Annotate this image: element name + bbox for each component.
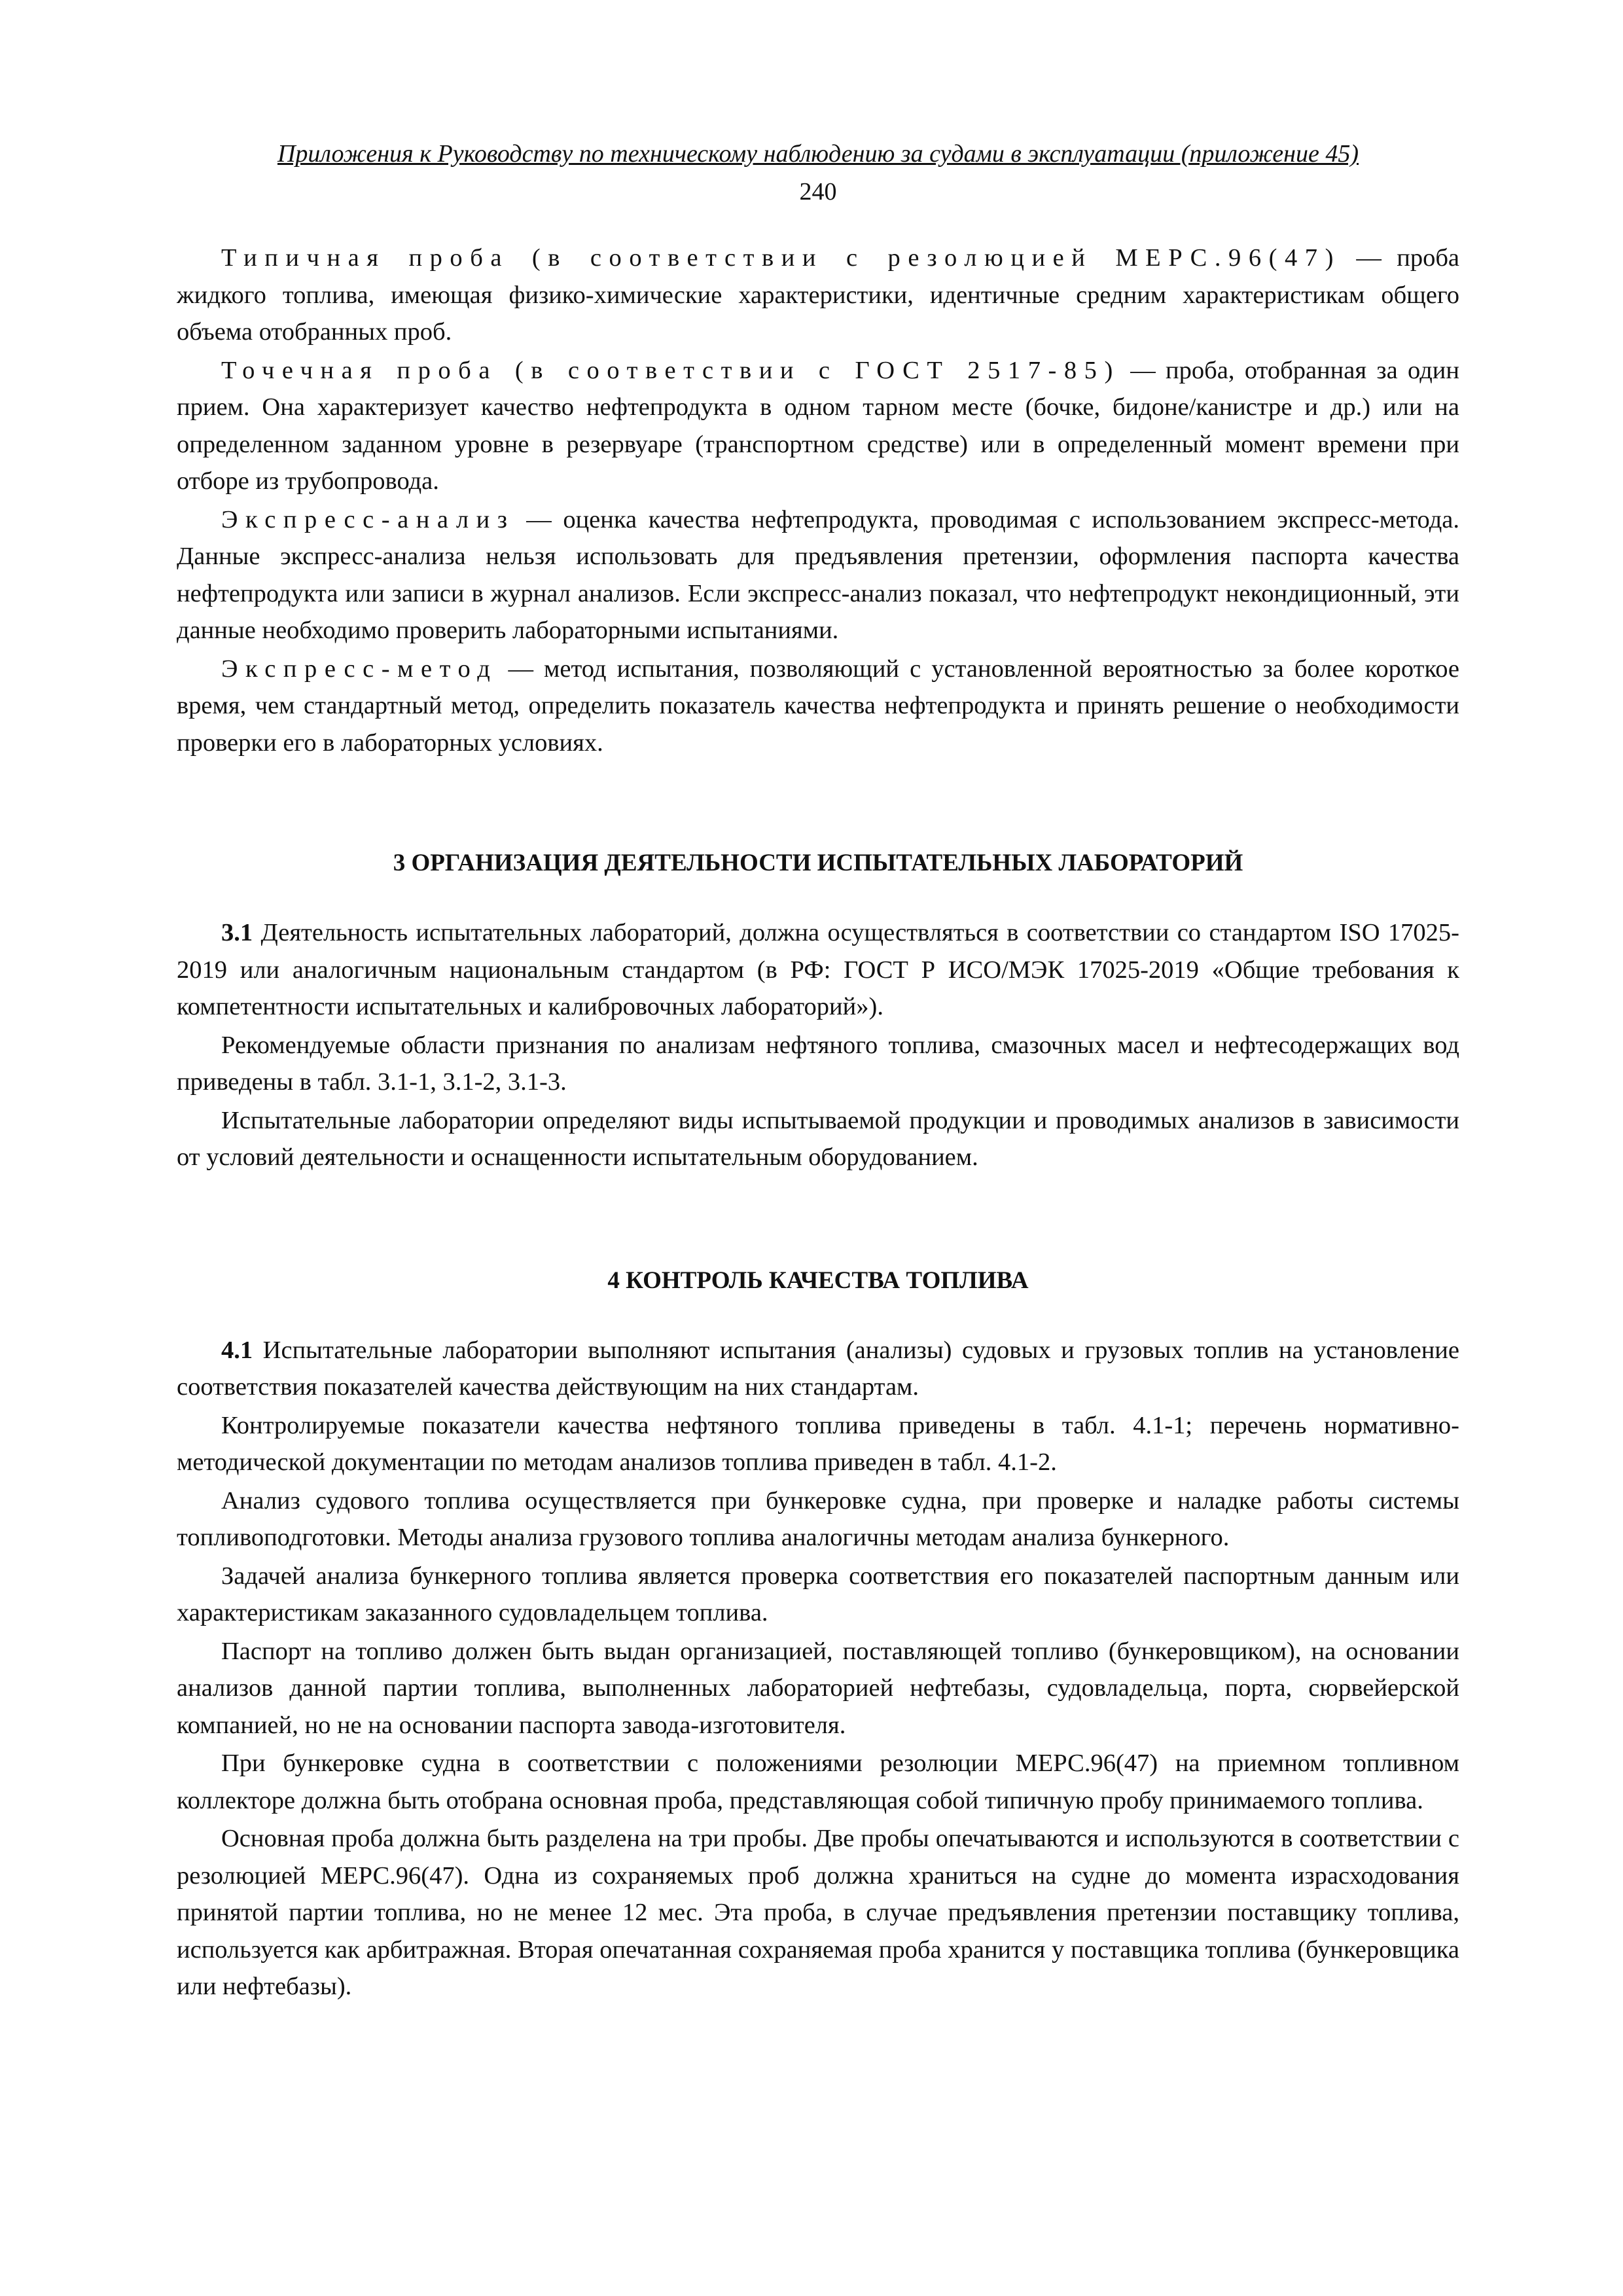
section-3-paragraph-2: Рекомендуемые области признания по анализам нефтяного топлива, смазочных масел и нефтесодержащих вод приведены в табл. 3.1-1, 3.1-2, 3.1-3.	[177, 1031, 1459, 1096]
definition-term: Типичная проба (в соответствии с резолюцией МЕРС.96(47)	[221, 244, 1341, 272]
document-page	[177, 137, 1459, 2007]
section-3-paragraph-1	[177, 914, 1459, 1026]
section-4-paragraph-3: Анализ судового топлива осуществляется при бункеровке судна, при проверке и наладке работы системы топливоподготовки. Методы анализа грузового топлива аналогичны методам анализа бункерного.	[177, 1486, 1459, 1551]
clause-text: Деятельность испытательных лабораторий, должна осуществляться в соответствии со стандартом ISO 17025-2019 или аналогичным национальным стандартом (в РФ: ГОСТ Р ИСО/МЭК 17025-2019 «Общие требования к компетентности испытательных и калибровочных лабораторий»).	[177, 919, 1459, 1020]
running-header: Приложения к Руководству по техническому наблюдению за судами в эксплуатации (приложение 45)	[277, 140, 1359, 168]
section-4-paragraph-5: Паспорт на топливо должен быть выдан организацией, поставляющей топливо (бункеровщиком), на основании анализов данной партии топлива, выполненных лабораторией нефтебазы, судовладельца, порта, сюрвейерской компанией, но не на основании паспорта завода-изготовителя.	[177, 1637, 1459, 1739]
definition-spot-sample	[177, 352, 1459, 500]
definition-text: — оценка качества нефтепродукта, проводимая с использованием экспресс-метода. Данные экспресс-анализа нельзя использовать для предъявления претензии, оформления паспорта качества нефтепродукта или записи в журнал анализов. Если экспресс-анализ показал, что нефтепродукт некондиционный, эти данные необходимо проверить лабораторными испытаниями.	[177, 505, 1459, 644]
page-number: 240	[799, 178, 837, 206]
clause-number: 3.1	[221, 919, 253, 946]
definition-text: — метод испытания, позволяющий с установленной вероятностью за более короткое время, чем стандартный метод, определить показатель качества нефтепродукта и принять решение о необходимости проверки его в лабораторных условиях.	[177, 655, 1459, 757]
definition-term: Экспресс-анализ	[221, 505, 515, 533]
section-4-paragraph-6: При бункеровке судна в соответствии с положениями резолюции МЕРС.96(47) на приемном топливном коллекторе должна быть отобрана основная проба, представляющая собой типичную пробу принимаемого топлива.	[177, 1749, 1459, 1814]
section-4-paragraph-2: Контролируемые показатели качества нефтяного топлива приведены в табл. 4.1-1; перечень нормативно-методической документации по методам анализов топлива приведен в табл. 4.1-2.	[177, 1411, 1459, 1476]
clause-number: 4.1	[221, 1336, 253, 1364]
clause-text: Испытательные лаборатории выполняют испытания (анализы) судовых и грузовых топлив на установление соответствия показателей качества действующим на них стандартам.	[177, 1336, 1459, 1401]
section-4-heading: 4 КОНТРОЛЬ КАЧЕСТВА ТОПЛИВА	[607, 1266, 1029, 1294]
section-4-paragraph-4: Задачей анализа бункерного топлива является проверка соответствия его показателей паспортным данным или характеристикам заказанного судовладельцем топлива.	[177, 1562, 1459, 1626]
definition-term: Точечная проба (в соответствии с ГОСТ 2517-85)	[221, 356, 1120, 384]
section-4-paragraph-7: Основная проба должна быть разделена на три пробы. Две пробы опечатываются и используются в соответствии с резолюцией МЕРС.96(47). Одна из сохраняемых проб должна храниться на судне до момента израсходования принятой партии топлива, но не менее 12 мес. Эта проба, в случае предъявления претензии поставщику топлива, используется как арбитражная. Вторая опечатанная сохраняемая проба хранится у поставщика топлива (бункеровщика или нефтебазы).	[177, 1825, 1459, 2000]
definition-text: — проба, отобранная за один прием. Она характеризует качество нефтепродукта в одном тарном месте (бочке, бидоне/канистре и др.) или на определенном заданном уровне в резервуаре (транспортном средстве) или в определенный момент времени при отборе из трубопровода.	[177, 356, 1459, 495]
section-3-heading: 3 ОРГАНИЗАЦИЯ ДЕЯТЕЛЬНОСТИ ИСПЫТАТЕЛЬНЫХ ЛАБОРАТОРИЙ	[393, 850, 1243, 876]
section-4-paragraph-1	[177, 1332, 1459, 1406]
section-3-paragraph-3: Испытательные лаборатории определяют виды испытываемой продукции и проводимых анализов в зависимости от условий деятельности и оснащенности испытательным оборудованием.	[177, 1106, 1459, 1171]
definition-typical-sample	[177, 240, 1459, 351]
definition-text: — проба жидкого топлива, имеющая физико-химические характеристики, идентичные средним характеристикам общего объема отобранных проб.	[177, 244, 1459, 346]
definition-term: Экспресс-метод	[221, 655, 498, 683]
definition-express-analysis	[177, 501, 1459, 649]
definition-express-method	[177, 651, 1459, 762]
